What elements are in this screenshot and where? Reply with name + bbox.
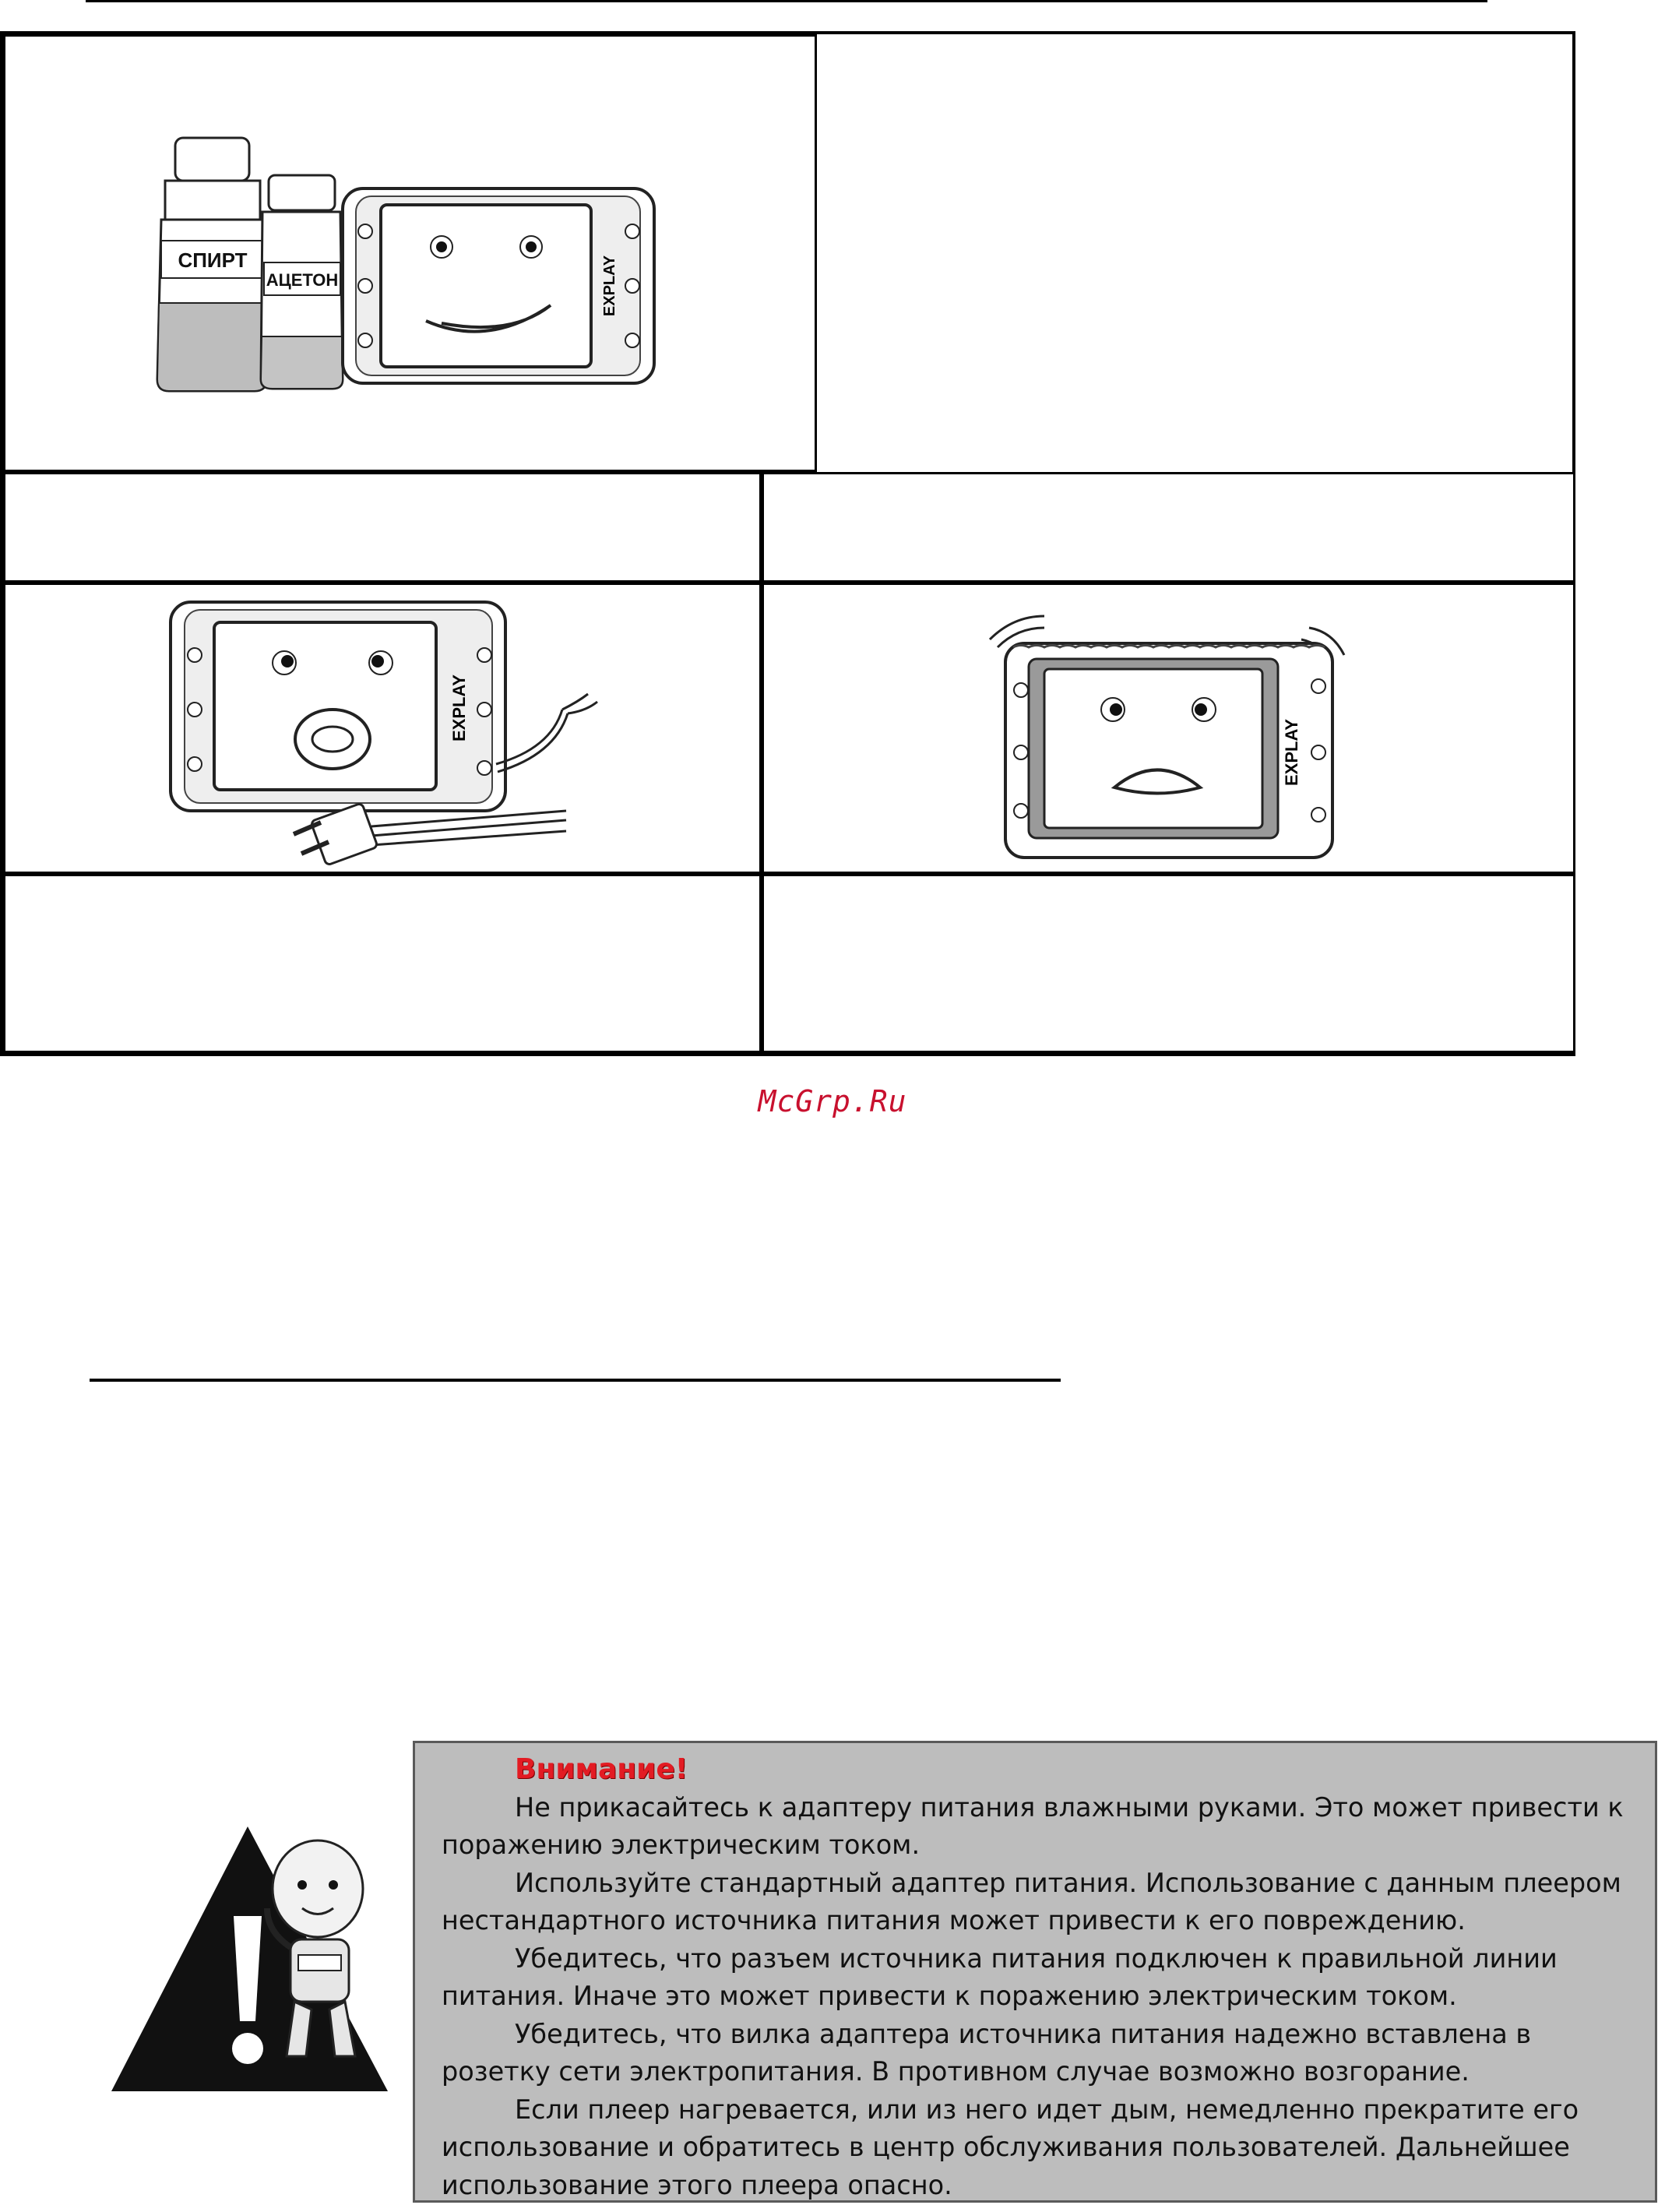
caption-cell-1	[3, 472, 762, 583]
svg-text:EXPLAY: EXPLAY	[1282, 718, 1301, 787]
svg-text:АЦЕТОН: АЦЕТОН	[266, 270, 339, 290]
svg-text:EXPLAY: EXPLAY	[601, 255, 618, 317]
bottle-acetone	[261, 175, 343, 389]
caption-cell-2	[762, 472, 1575, 583]
warning-paragraph-1: Не прикасайтесь к адаптеру питания влажными руками. Это может привести к поражению электрическим током.	[442, 1791, 1624, 1860]
section-rule	[90, 1379, 1061, 1382]
bottle-alcohol	[157, 138, 266, 391]
illustration-table	[0, 31, 1575, 1056]
caption-cell-4	[762, 874, 1575, 1053]
top-rule	[86, 0, 1487, 2]
svg-text:EXPLAY: EXPLAY	[449, 674, 469, 742]
power-cord-drawing	[5, 585, 764, 876]
illustration-chemicals	[3, 34, 817, 472]
overheating-drawing	[764, 585, 1578, 876]
player-device-smiling	[343, 188, 654, 383]
warning-box	[413, 1741, 1657, 2203]
warning-paragraph-3: Убедитесь, что разъем источника питания подключен к правильной линии питания. Иначе это может привести к поражению электрическим током.	[442, 1943, 1558, 2011]
svg-text:СПИРТ: СПИРТ	[178, 248, 248, 272]
caption-cell-3	[3, 874, 762, 1053]
warning-paragraph-5: Если плеер нагревается, или из него идет дым, немедленно прекратите его использование и обратитесь в центр обслуживания пользователей. Дальнейшее использование этого плеера опасно.	[442, 2094, 1579, 2200]
chemicals-drawing	[5, 37, 819, 474]
warning-paragraph-2: Используйте стандартный адаптер питания. Использование с данным плеером нестандартного источника питания может привести к его повреждению.	[442, 1867, 1621, 1936]
warning-sign-icon	[107, 1823, 392, 2103]
player-device-hot	[1005, 643, 1332, 858]
illustration-power-cord	[3, 583, 762, 874]
warning-paragraph-4: Убедитесь, что вилка адаптера источника питания надежно вставлена в розетку сети электропитания. В противном случае возможно возгорание.	[442, 2018, 1532, 2087]
watermark: McGrp.Ru	[758, 1084, 907, 1118]
illustration-heat	[762, 583, 1575, 874]
player-device-surprised	[171, 602, 505, 811]
warning-title: Внимание!	[515, 1753, 688, 1785]
